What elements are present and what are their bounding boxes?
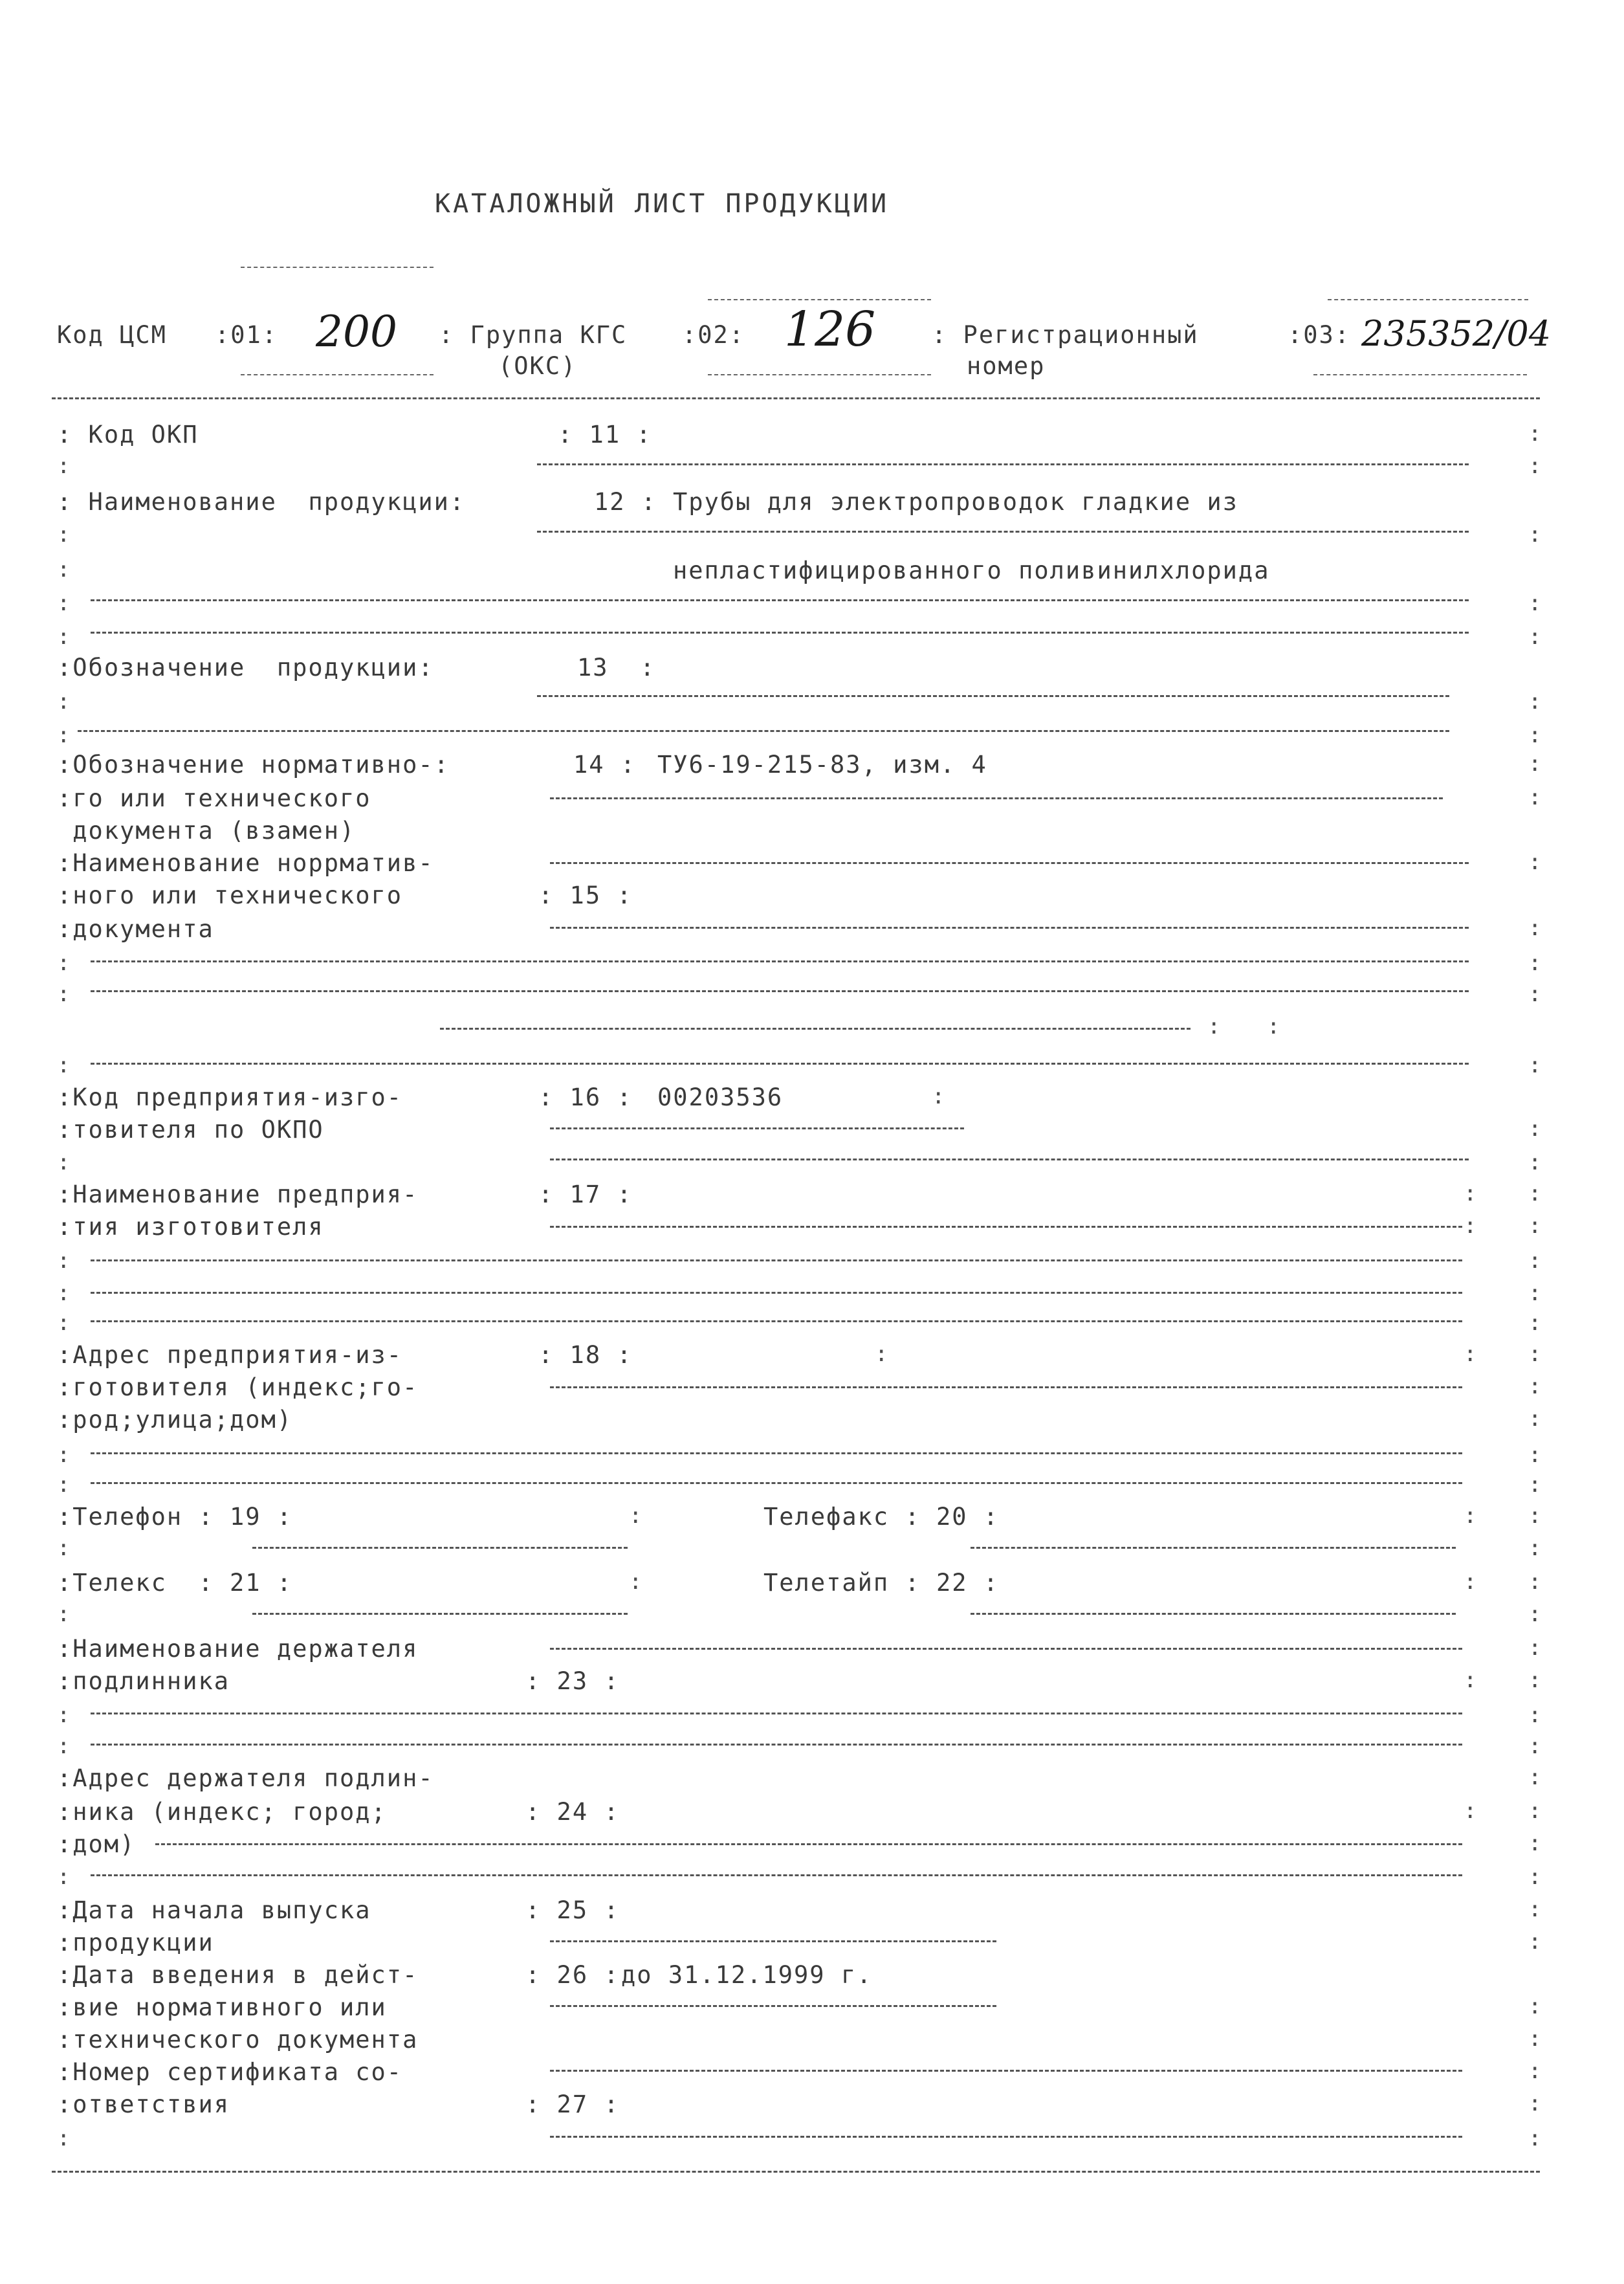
field-18-line (91, 1482, 1462, 1484)
inline-colon: : (1464, 1503, 1477, 1529)
field-20-label: Телефакс : 20 : (763, 1503, 1000, 1531)
left-colon: : (57, 1864, 71, 1890)
right-colon: : (1528, 421, 1542, 447)
right-colon: : (1528, 1052, 1542, 1078)
reg-value: 235352/04 (1361, 313, 1552, 354)
field-25-line (550, 1940, 996, 1942)
right-colon: : (1528, 2058, 1542, 2084)
right-colon: : (1528, 1601, 1542, 1627)
field-27-label-2: :ответствия (57, 2090, 230, 2118)
field-18-label-3: :род;улица;дом) (57, 1406, 293, 1434)
left-colon: : (57, 1733, 71, 1759)
field-15-label-2: :ного или технического (57, 881, 403, 909)
field-26-label-3: :технического документа (57, 2026, 419, 2054)
field-17-line (91, 1320, 1462, 1322)
right-colon: : (1528, 849, 1542, 875)
field-18-line (550, 1386, 1462, 1388)
field-15-label-1: :Наименование норрматив- (57, 849, 434, 877)
field-15-line (440, 1028, 1191, 1030)
header-divider (708, 299, 931, 300)
right-colon: : (1528, 624, 1542, 650)
field-18-label-2: :готовителя (индекс;го- (57, 1373, 419, 1401)
inline-colon: : (875, 1341, 888, 1367)
inline-colon: : (1464, 1213, 1477, 1239)
field-18-num: : 18 : (538, 1341, 633, 1369)
field-16-line (550, 1159, 1469, 1160)
right-colon: : (1528, 1764, 1542, 1790)
right-colon: : (1528, 784, 1542, 810)
right-colon: : (1528, 1896, 1542, 1922)
left-colon: : (57, 722, 71, 748)
field-25-label-2: :продукции (57, 1929, 214, 1957)
field-18-line (91, 1452, 1462, 1454)
right-colon: : (1528, 1503, 1542, 1529)
right-colon: : (1528, 1149, 1542, 1175)
form-bottom-border (52, 2171, 1540, 2173)
reg-sub: номер (967, 352, 1046, 380)
left-colon: : (57, 557, 71, 582)
field-17-line (91, 1292, 1462, 1294)
left-colon: : (57, 453, 71, 479)
field-11-num: : 11 : (558, 421, 652, 449)
right-colon: : (1528, 915, 1542, 941)
field-17-label-1: :Наименование предприя- (57, 1181, 419, 1208)
field-22-line (971, 1613, 1456, 1615)
header-divider (1328, 299, 1528, 300)
gruppa-num: :02: (682, 321, 745, 349)
field-26-line (550, 2005, 996, 2007)
inline-colon: : (1464, 1667, 1477, 1693)
field-12-num: 12 : (594, 488, 657, 516)
right-colon: : (1528, 1702, 1542, 1728)
left-colon: : (57, 689, 71, 715)
header-divider (241, 267, 433, 268)
left-colon: : (57, 1248, 71, 1274)
field-26-value: до 31.12.1999 г. (621, 1961, 873, 1989)
right-colon: : (1528, 689, 1542, 715)
field-12-line (91, 632, 1469, 634)
left-colon: : (57, 1535, 71, 1561)
field-26-num: : 26 : (525, 1961, 620, 1989)
field-18-label-1: :Адрес предприятия-из- (57, 1341, 403, 1369)
right-colon: : (1528, 1116, 1542, 1142)
left-colon: : (57, 1310, 71, 1336)
kod-csm-num: :01: (215, 321, 278, 349)
field-12-label: : Наименование продукции: (57, 488, 466, 516)
right-colon: : (1528, 1248, 1542, 1274)
field-11-line (537, 463, 1469, 465)
field-14-label-1: :Обозначение нормативно-: (57, 751, 450, 779)
field-15-line (550, 927, 1469, 929)
field-23-line (91, 1713, 1462, 1714)
field-12-line (91, 599, 1469, 601)
inline-colon: : (1207, 1014, 1221, 1039)
right-colon: : (1528, 1472, 1542, 1498)
field-16-value: 00203536 (657, 1083, 784, 1111)
field-24-line (91, 1874, 1462, 1876)
field-24-label-2: :ника (индекс; город; (57, 1798, 387, 1826)
right-colon: : (1528, 1442, 1542, 1468)
field-25-label-1: :Дата начала выпуска (57, 1896, 371, 1924)
right-colon: : (1528, 2090, 1542, 2116)
right-colon: : (1528, 1929, 1542, 1955)
field-23-line (550, 1648, 1462, 1650)
right-colon: : (1528, 522, 1542, 548)
inline-colon: : (629, 1569, 642, 1595)
right-colon: : (1528, 1864, 1542, 1890)
form-top-border (52, 397, 1540, 399)
right-colon: : (1528, 950, 1542, 976)
right-colon: : (1528, 1635, 1542, 1661)
section-line (91, 1063, 1469, 1065)
right-colon: : (1528, 1406, 1542, 1432)
right-colon: : (1528, 1341, 1542, 1367)
inline-colon: : (1464, 1569, 1477, 1595)
reg-label: : Регистрационный (932, 321, 1199, 349)
inline-colon: : (1464, 1181, 1477, 1206)
field-13-line (537, 695, 1449, 697)
gruppa-label: : Группа КГС (439, 321, 628, 349)
field-17-line (91, 1259, 1462, 1261)
right-colon: : (1528, 1733, 1542, 1759)
field-15-line (91, 960, 1469, 962)
right-colon: : (1528, 2026, 1542, 2052)
field-13-num: 13 : (577, 654, 656, 682)
right-colon: : (1528, 1798, 1542, 1824)
field-19-line (252, 1547, 628, 1549)
field-17-label-2: :тия изготовителя (57, 1213, 324, 1241)
left-colon: : (57, 1601, 71, 1627)
kod-csm-underline (241, 374, 433, 375)
right-colon: : (1528, 722, 1542, 748)
document-title: КАТАЛОЖНЫЙ ЛИСТ ПРОДУКЦИИ (435, 189, 890, 219)
field-26-label-1: :Дата введения в дейст- (57, 1961, 419, 1989)
inline-colon: : (629, 1503, 642, 1529)
left-colon: : (57, 1442, 71, 1468)
field-20-line (971, 1547, 1456, 1549)
left-colon: : (57, 590, 71, 616)
left-colon: : (57, 624, 71, 650)
field-12-line (537, 531, 1469, 533)
left-colon: : (57, 1280, 71, 1306)
field-17-line (550, 1226, 1462, 1228)
field-23-line (91, 1744, 1462, 1746)
field-14-label-3: документа (взамен) (57, 817, 356, 845)
field-15-label-3: :документа (57, 915, 214, 943)
field-11-label: : Код ОКП (57, 421, 199, 449)
left-colon: : (57, 1702, 71, 1728)
field-24-label-1: :Адрес держателя подлин- (57, 1764, 434, 1792)
field-14-value: ТУ6-19-215-83, изм. 4 (657, 751, 987, 779)
reg-underline (1313, 374, 1527, 375)
right-colon: : (1528, 453, 1542, 479)
field-12-value-line2: непластифицированного поливинилхлорида (673, 557, 1270, 584)
left-colon: : (57, 1052, 71, 1078)
field-15-line (550, 862, 1469, 864)
left-colon: : (57, 2125, 71, 2151)
field-22-label: Телетайп : 22 : (763, 1569, 1000, 1597)
inline-colon: : (932, 1083, 945, 1109)
right-colon: : (1528, 2125, 1542, 2151)
field-24-num: : 24 : (525, 1798, 620, 1826)
right-colon: : (1528, 1993, 1542, 2019)
field-21-label: :Телекс : 21 : (57, 1569, 293, 1597)
field-21-line (252, 1613, 628, 1615)
field-14-label-2: :го или технического (57, 784, 371, 812)
kod-csm-value: 200 (316, 307, 397, 357)
field-15-num: : 15 : (538, 881, 633, 909)
field-24-label-3: :дом) (57, 1830, 136, 1858)
reg-num: :03: (1288, 321, 1351, 349)
right-colon: : (1528, 1667, 1542, 1693)
field-16-line (550, 1127, 964, 1129)
field-14-num: 14 : (573, 751, 637, 779)
left-colon: : (57, 950, 71, 976)
field-24-line (155, 1843, 1462, 1845)
inline-colon: : (1267, 1014, 1280, 1039)
left-colon: : (57, 1149, 71, 1175)
field-16-label-2: :товителя по ОКПО (57, 1116, 324, 1144)
left-colon: : (57, 522, 71, 548)
right-colon: : (1528, 1373, 1542, 1399)
right-colon: : (1528, 1213, 1542, 1239)
left-colon: : (57, 1472, 71, 1498)
inline-colon: : (1464, 1341, 1477, 1367)
right-colon: : (1528, 1310, 1542, 1336)
right-colon: : (1528, 1535, 1542, 1561)
field-25-num: : 25 : (525, 1896, 620, 1924)
field-16-num: : 16 : (538, 1083, 633, 1111)
gruppa-value: 126 (784, 302, 876, 357)
right-colon: : (1528, 1830, 1542, 1856)
right-colon: : (1528, 751, 1542, 777)
field-26-label-2: :вие нормативного или (57, 1993, 387, 2021)
field-13-line (78, 730, 1449, 732)
field-27-label-1: :Номер сертификата со- (57, 2058, 403, 2086)
right-colon: : (1528, 1181, 1542, 1206)
right-colon: : (1528, 981, 1542, 1007)
field-23-label-2: :подлинника (57, 1667, 230, 1695)
field-23-label-1: :Наименование держателя (57, 1635, 419, 1663)
field-27-line (550, 2136, 1462, 2138)
field-15-line (91, 990, 1469, 992)
field-23-num: : 23 : (525, 1667, 620, 1695)
gruppa-underline (708, 374, 931, 375)
field-27-line (550, 2070, 1462, 2072)
field-27-num: : 27 : (525, 2090, 620, 2118)
kod-csm-label: Код ЦСМ (57, 321, 167, 349)
field-14-line (550, 797, 1443, 799)
left-colon: : (57, 981, 71, 1007)
field-12-value-line1: Трубы для электропроводок гладкие из (673, 488, 1238, 516)
right-colon: : (1528, 590, 1542, 616)
inline-colon: : (1464, 1798, 1477, 1824)
right-colon: : (1528, 1280, 1542, 1306)
gruppa-sub: (ОКС) (498, 352, 577, 380)
field-19-label: :Телефон : 19 : (57, 1503, 293, 1531)
field-16-label-1: :Код предприятия-изго- (57, 1083, 403, 1111)
right-colon: : (1528, 1569, 1542, 1595)
field-17-num: : 17 : (538, 1181, 633, 1208)
field-13-label: :Обозначение продукции: (57, 654, 434, 682)
